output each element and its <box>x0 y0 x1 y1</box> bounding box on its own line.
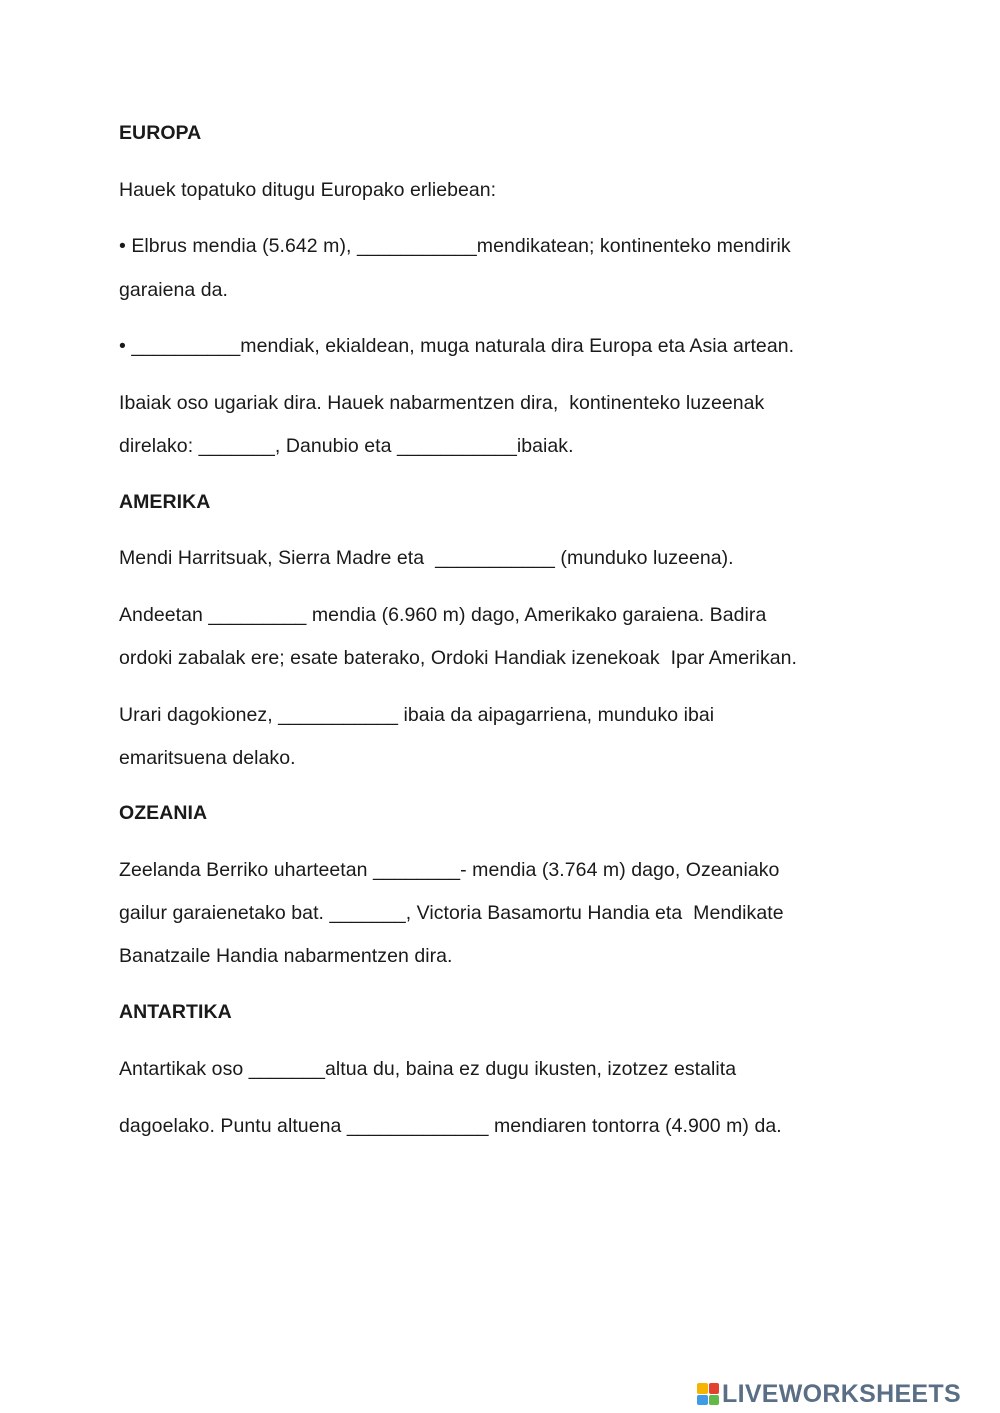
logo-square <box>709 1395 720 1406</box>
ozeania-line-3: Banatzaile Handia nabarmentzen dira. <box>119 945 453 967</box>
logo-square <box>709 1383 720 1394</box>
heading-europa: EUROPA <box>119 122 202 144</box>
amerika-andes: Andeetan _________ mendia (6.960 m) dago, Amerikako garaiena. Badira <box>119 604 767 626</box>
amerika-mountains: Mendi Harritsuak, Sierra Madre eta ___________ (munduko luzeena). <box>119 547 734 569</box>
logo-square <box>697 1395 708 1406</box>
ozeania-line-2: gailur garaienetako bat. _______, Victoria Basamortu Handia eta Mendikate <box>119 902 784 924</box>
heading-ozeania: OZEANIA <box>119 802 208 824</box>
logo-square <box>697 1383 708 1394</box>
ozeania-line-1: Zeelanda Berriko uharteetan ________- mendia (3.764 m) dago, Ozeaniako <box>119 859 780 881</box>
europa-bullet-elbrus: • Elbrus mendia (5.642 m), ___________mendikatean; kontinenteko mendirik <box>119 235 791 257</box>
europa-bullet-elbrus-cont: garaiena da. <box>119 279 229 301</box>
logo-text: LIVEWORKSHEETS <box>722 1380 961 1408</box>
antartika-line-2: dagoelako. Puntu altuena _____________ mendiaren tontorra (4.900 m) da. <box>119 1115 782 1137</box>
antartika-line-1: Antartikak oso _______altua du, baina ez dugu ikusten, izotzez estalita <box>119 1058 737 1080</box>
heading-amerika: AMERIKA <box>119 491 211 513</box>
europa-rivers: Ibaiak oso ugariak dira. Hauek nabarmentzen dira, kontinenteko luzeenak <box>119 392 765 414</box>
amerika-water-cont: emaritsuena delako. <box>119 747 296 769</box>
liveworksheets-logo-icon <box>697 1383 719 1405</box>
europa-intro: Hauek topatuko ditugu Europako erliebean: <box>119 179 497 201</box>
heading-antartika: ANTARTIKA <box>119 1001 232 1023</box>
europa-bullet-ural: • __________mendiak, ekialdean, muga naturala dira Europa eta Asia artean. <box>119 335 795 357</box>
amerika-water: Urari dagokionez, ___________ ibaia da aipagarriena, munduko ibai <box>119 704 715 726</box>
amerika-andes-cont: ordoki zabalak ere; esate baterako, Ordoki Handiak izenekoak Ipar Amerikan. <box>119 647 797 669</box>
liveworksheets-logo <box>697 1380 961 1408</box>
europa-rivers-cont: direlako: _______, Danubio eta ___________ibaiak. <box>119 435 574 457</box>
